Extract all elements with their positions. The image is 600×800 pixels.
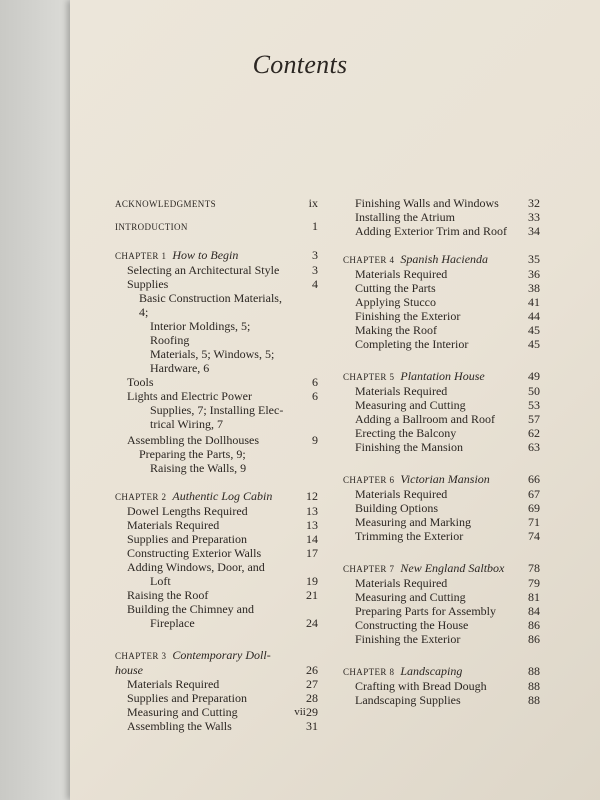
toc-page-number: 49 <box>528 369 540 383</box>
toc-entry <box>115 588 318 602</box>
toc-label: Installing the Atrium <box>355 210 455 224</box>
toc-label: Materials Required <box>127 518 220 532</box>
toc-subentry-line: Raising the Walls, 9 <box>150 461 247 475</box>
toc-right-column <box>343 196 540 707</box>
toc-entry <box>343 590 540 604</box>
toc-label: Assembling the Dollhouses <box>127 433 259 447</box>
toc-entry <box>343 426 540 440</box>
toc-label: Materials Required <box>127 677 220 691</box>
chapter-title: Spanish Hacienda <box>400 252 489 266</box>
toc-page-number: 36 <box>528 267 540 281</box>
toc-entry <box>115 532 318 546</box>
toc-page-number: 14 <box>306 532 318 546</box>
toc-label: Preparing Parts for Assembly <box>355 604 496 618</box>
toc-entry <box>115 504 318 518</box>
toc-label: Supplies and Preparation <box>127 691 247 705</box>
toc-label: Measuring and Cutting <box>355 398 466 412</box>
toc-page-number: 53 <box>528 398 540 412</box>
toc-entry <box>343 309 540 323</box>
toc-entry <box>343 576 540 590</box>
toc-entry <box>115 546 318 560</box>
toc-subentry-line: trical Wiring, 7 <box>150 417 223 431</box>
toc-page-number: 71 <box>528 515 540 529</box>
toc-page-number: 45 <box>528 337 540 351</box>
toc-entry <box>115 263 318 277</box>
toc-entry-continuation <box>115 574 318 588</box>
toc-label: Adding a Ballroom and Roof <box>355 412 495 426</box>
toc-page-number: 66 <box>528 472 540 486</box>
toc-label: Measuring and Cutting <box>127 705 238 719</box>
toc-subentry-line: Materials, 5; Windows, 5; <box>150 347 275 361</box>
chapter-label: CHAPTER 3 <box>115 651 167 661</box>
toc-label: Erecting the Balcony <box>355 426 457 440</box>
toc-label: Supplies <box>127 277 169 291</box>
toc-entry <box>115 433 318 447</box>
toc-page-number: 86 <box>528 632 540 646</box>
toc-label: Finishing the Exterior <box>355 632 461 646</box>
toc-entry-continuation <box>115 616 318 630</box>
toc-page-number: 33 <box>528 210 540 224</box>
toc-label: Assembling the Walls <box>127 719 232 733</box>
chapter-label: CHAPTER 6 <box>343 475 395 485</box>
toc-entry <box>115 277 318 291</box>
toc-entry <box>343 501 540 515</box>
toc-entry <box>343 632 540 646</box>
toc-label: Landscaping Supplies <box>355 693 461 707</box>
toc-label: Loft <box>150 574 171 588</box>
toc-page-number: 13 <box>306 518 318 532</box>
chapter-title: Landscaping <box>400 664 463 678</box>
chapter-heading-7 <box>343 561 540 576</box>
toc-page-number: 27 <box>306 677 318 691</box>
chapter-title: Authentic Log Cabin <box>172 489 273 503</box>
toc-entry <box>343 398 540 412</box>
toc-label: Constructing the House <box>355 618 469 632</box>
toc-page-number: 63 <box>528 440 540 454</box>
toc-entry-line: Adding Windows, Door, and <box>127 560 265 574</box>
toc-entry <box>343 323 540 337</box>
toc-label: Trimming the Exterior <box>355 529 464 543</box>
chapter-title: Contemporary Doll- <box>172 648 271 662</box>
toc-page-number: 45 <box>528 323 540 337</box>
toc-page-number: 62 <box>528 426 540 440</box>
toc-entry <box>115 691 318 705</box>
toc-page-number: 69 <box>528 501 540 515</box>
toc-label: Completing the Interior <box>355 337 469 351</box>
toc-entry <box>343 604 540 618</box>
toc-entry <box>115 389 318 403</box>
toc-page-number: 1 <box>312 219 318 233</box>
chapter-heading-3 <box>115 648 318 663</box>
toc-entry <box>343 196 540 210</box>
toc-page-number: 44 <box>528 309 540 323</box>
toc-label: Materials Required <box>355 267 448 281</box>
toc-label: Applying Stucco <box>355 295 436 309</box>
toc-label: Supplies and Preparation <box>127 532 247 546</box>
toc-page-number: 88 <box>528 679 540 693</box>
chapter-heading-8 <box>343 664 540 679</box>
toc-entry-introduction <box>115 219 318 234</box>
page-title: Contents <box>252 50 348 79</box>
toc-label: Materials Required <box>355 384 448 398</box>
chapter-heading-2 <box>115 489 318 504</box>
chapter-label: CHAPTER 4 <box>343 255 395 265</box>
toc-entry <box>343 487 540 501</box>
chapter-title: Plantation House <box>400 369 485 383</box>
toc-label: Finishing Walls and Windows <box>355 196 499 210</box>
toc-label: Materials Required <box>355 487 448 501</box>
toc-entry-line: Building the Chimney and <box>127 602 254 616</box>
toc-page-number: 3 <box>312 263 318 277</box>
chapter-heading-1 <box>115 248 318 263</box>
toc-entry <box>115 677 318 691</box>
chapter-label: CHAPTER 5 <box>343 372 395 382</box>
toc-label: Dowel Lengths Required <box>127 504 248 518</box>
toc-label: Finishing the Mansion <box>355 440 464 454</box>
chapter-heading-4 <box>343 252 540 267</box>
toc-label: Selecting an Architectural Style <box>127 263 280 277</box>
toc-page-number: 41 <box>528 295 540 309</box>
toc-page-number: 26 <box>306 663 318 677</box>
toc-label: Measuring and Marking <box>355 515 471 529</box>
toc-subentry-line: Basic Construction Materials, 4; <box>139 291 282 319</box>
toc-page-number: 3 <box>312 248 318 262</box>
toc-entry <box>343 440 540 454</box>
toc-label: Cutting the Parts <box>355 281 436 295</box>
toc-entry <box>343 295 540 309</box>
toc-subentry-line: Hardware, 6 <box>150 361 210 375</box>
toc-label: Fireplace <box>150 616 195 630</box>
chapter-label: CHAPTER 8 <box>343 667 395 677</box>
toc-page-number: 32 <box>528 196 540 210</box>
toc-label: Crafting with Bread Dough <box>355 679 487 693</box>
chapter-label: CHAPTER 2 <box>115 492 167 502</box>
toc-label: Measuring and Cutting <box>355 590 466 604</box>
toc-entry <box>115 518 318 532</box>
toc-label: INTRODUCTION <box>115 222 188 232</box>
toc-entry <box>343 679 540 693</box>
toc-label: Finishing the Exterior <box>355 309 461 323</box>
toc-entry <box>343 384 540 398</box>
toc-page-number: 12 <box>306 489 318 503</box>
chapter-title: How to Begin <box>172 248 239 262</box>
chapter-title: house <box>115 663 143 677</box>
toc-page-number: 4 <box>312 277 318 291</box>
toc-page-number: 78 <box>528 561 540 575</box>
toc-entry <box>343 529 540 543</box>
toc-entry <box>343 281 540 295</box>
toc-page-number: 28 <box>306 691 318 705</box>
toc-entry <box>343 210 540 224</box>
toc-label: Raising the Roof <box>127 588 209 602</box>
toc-page-number: 57 <box>528 412 540 426</box>
chapter-title: New England Saltbox <box>400 561 505 575</box>
toc-label: Materials Required <box>355 576 448 590</box>
toc-page-number: 88 <box>528 693 540 707</box>
toc-page-number: 79 <box>528 576 540 590</box>
toc-page-number: 24 <box>306 616 318 630</box>
toc-page-number: 74 <box>528 529 540 543</box>
page-folio: vii <box>294 706 306 718</box>
toc-label: Building Options <box>355 501 439 515</box>
toc-entry <box>343 224 540 238</box>
toc-entry <box>343 412 540 426</box>
toc-page-number: 50 <box>528 384 540 398</box>
toc-page-number: 31 <box>306 719 318 733</box>
chapter-title-continuation <box>115 663 318 677</box>
toc-entry-acknowledgments <box>115 196 318 211</box>
toc-entry <box>343 618 540 632</box>
toc-entry <box>343 337 540 351</box>
toc-page-number: 67 <box>528 487 540 501</box>
toc-entry <box>343 693 540 707</box>
toc-page-number: 86 <box>528 618 540 632</box>
toc-page-number: 6 <box>312 389 318 403</box>
toc-label: Tools <box>127 375 154 389</box>
toc-label: Constructing Exterior Walls <box>127 546 262 560</box>
toc-page-number: 29 <box>306 705 318 719</box>
toc-page-number: 17 <box>306 546 318 560</box>
toc-label: Lights and Electric Power <box>127 389 252 403</box>
chapter-heading-5 <box>343 369 540 384</box>
chapter-label: CHAPTER 1 <box>115 251 167 261</box>
toc-page-number: 88 <box>528 664 540 678</box>
toc-entry <box>115 719 318 733</box>
toc-page-number: 19 <box>306 574 318 588</box>
toc-page-number: 81 <box>528 590 540 604</box>
toc-page-number: 13 <box>306 504 318 518</box>
toc-page-number: ix <box>308 196 318 210</box>
chapter-heading-6 <box>343 472 540 487</box>
toc-entry <box>343 515 540 529</box>
toc-subentry-line: Preparing the Parts, 9; <box>139 447 246 461</box>
toc-page-number: 84 <box>528 604 540 618</box>
toc-page-number: 6 <box>312 375 318 389</box>
toc-entry <box>115 375 318 389</box>
toc-subentry-line: Supplies, 7; Installing Elec- <box>150 403 284 417</box>
chapter-label: CHAPTER 7 <box>343 564 395 574</box>
toc-entry <box>343 267 540 281</box>
toc-left-column <box>115 196 318 733</box>
toc-label: Adding Exterior Trim and Roof <box>355 224 507 238</box>
toc-label: ACKNOWLEDGMENTS <box>115 199 216 209</box>
toc-page-number: 9 <box>312 433 318 447</box>
toc-page-number: 35 <box>528 252 540 266</box>
toc-subentry-line: Interior Moldings, 5; Roofing <box>150 319 251 347</box>
toc-page-number: 21 <box>306 588 318 602</box>
toc-page-number: 38 <box>528 281 540 295</box>
toc-label: Making the Roof <box>355 323 437 337</box>
table-surface <box>0 0 72 800</box>
chapter-title: Victorian Mansion <box>400 472 490 486</box>
toc-page-number: 34 <box>528 224 540 238</box>
